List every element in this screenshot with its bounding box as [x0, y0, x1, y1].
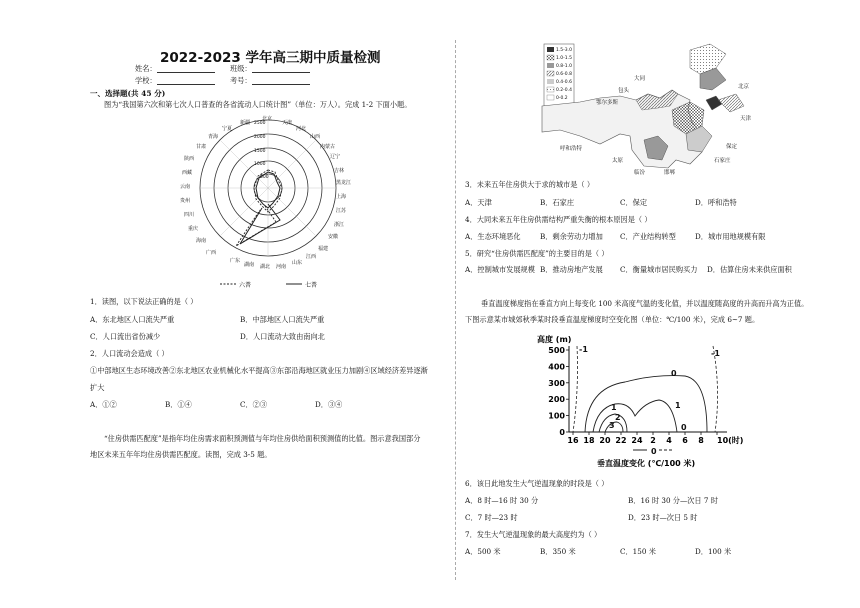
intro-q6-7-line1: 垂直温度梯度指在垂直方向上每变化 100 米高度气温的变化值，并以温度随高度的升高而升高为正值。: [481, 299, 809, 308]
q2-option-a[interactable]: A．①②: [90, 400, 117, 409]
radar-province-label: 湖北: [260, 264, 271, 270]
map-legend-label: 0.8-1.0: [556, 64, 572, 69]
radar-province-label: 广西: [206, 250, 217, 256]
q7-stem: 7．发生大气逆温现象的最大高度约为（ ）: [465, 530, 602, 539]
radar-province-label: 陕西: [184, 156, 195, 162]
y-tick-label: 500: [548, 346, 565, 355]
radar-province-label: 内蒙古: [320, 144, 336, 150]
q1-option-b[interactable]: B．中部地区人口流失严重: [240, 315, 325, 324]
radar-province-label: 新疆: [240, 120, 251, 126]
ring-label: 2500: [254, 121, 266, 126]
q3-stem: 3．未来五年住房供大于求的城市是（ ）: [465, 180, 595, 189]
legend-swatch: [547, 95, 554, 100]
q4-option-d[interactable]: D．城市用地规模有限: [695, 232, 766, 241]
x-tick-label: 4: [666, 436, 672, 445]
intro-q3-5-line2: 地区未来五年年均住房供需匹配度。读图，完成 3-5 题。: [90, 450, 272, 459]
contour-line: [573, 346, 578, 432]
x-tick-label: 10(时): [717, 436, 744, 445]
city-label: 北京: [738, 84, 750, 90]
legend-swatch: [547, 47, 554, 52]
region-shade: [690, 44, 726, 74]
map-legend-label: 0.6-0.8: [556, 72, 572, 77]
q4-stem: 4．大同未来五年住房供需结构严重失衡的根本原因是（ ）: [465, 215, 652, 224]
contour-label: 3: [609, 421, 615, 430]
radar-province-label: 福建: [318, 246, 329, 252]
radar-province-label: 天津: [282, 120, 293, 126]
x-tick-label: 22: [615, 436, 627, 445]
q5-option-b[interactable]: B．推动房地产发展: [540, 265, 603, 274]
radar-province-label: 河南: [276, 264, 287, 270]
radar-province-label: 黑龙江: [336, 180, 352, 186]
ring-label: 2000: [254, 135, 266, 140]
intro-q1-2: 图为“我国第六次和第七次人口普查的各省流动人口统计图”（单位：万人）。完成 1-2 下面小题。: [104, 100, 412, 109]
q6-option-b[interactable]: B．16 时 30 分—次日 7 时: [628, 496, 718, 505]
radar-province-label: 河北: [296, 126, 307, 132]
city-label: 大同: [634, 76, 646, 82]
radar-province-label: 北京: [262, 116, 273, 122]
q7-option-b[interactable]: B．350 米: [540, 547, 576, 556]
y-tick-label: 100: [548, 411, 565, 421]
q3-option-c[interactable]: C．保定: [620, 198, 648, 207]
legend-swatch: [547, 87, 554, 92]
q5-stem: 5．研究“住房供需匹配度”的主要目的是（ ）: [465, 249, 609, 258]
q5-option-c[interactable]: C．衡量城市居民购买力: [620, 265, 698, 274]
radar-province-label: 安徽: [328, 234, 339, 240]
city-label: 天津: [740, 116, 752, 122]
q1-option-d[interactable]: D．人口流动大致由南向北: [240, 332, 325, 341]
x-tick-label: 8: [698, 436, 704, 445]
y-tick-label: 300: [548, 378, 565, 388]
legend-swatch: [547, 55, 554, 60]
q6-option-d[interactable]: D．23 时—次日 5 时: [628, 513, 698, 522]
radar-province-label: 江西: [306, 254, 317, 260]
y-tick-label: 0: [559, 428, 565, 437]
radar-province-label: 湖南: [244, 262, 255, 268]
city-label: 石家庄: [714, 158, 731, 164]
contour-label: 2: [615, 413, 621, 422]
ring-label: 500: [260, 175, 269, 180]
class-field[interactable]: 班级：: [230, 65, 310, 73]
q3-option-b[interactable]: B．石家庄: [540, 198, 575, 207]
q3-option-a[interactable]: A．天津: [465, 198, 492, 207]
q3-option-d[interactable]: D．呼和浩特: [695, 198, 737, 207]
y-tick-label: 200: [548, 395, 565, 405]
radar-province-label: 上海: [336, 194, 347, 200]
contour-label: 0: [651, 447, 657, 456]
radar-province-label: 甘肃: [196, 144, 207, 150]
radar-province-label: 海南: [196, 238, 207, 244]
q2-option-b[interactable]: B．①④: [165, 400, 192, 409]
city-label: 包头: [618, 88, 630, 94]
chart-xlabel: 垂直温度变化 (℃/100 米): [597, 459, 696, 468]
q2-option-c[interactable]: C．②③: [240, 400, 268, 409]
ring-label: 1000: [254, 162, 266, 167]
radar-province-label: 西藏: [182, 170, 193, 176]
exam-title: 2022-2023 学年高三期中质量检测: [160, 50, 381, 66]
radar-province-label: 山西: [310, 134, 321, 140]
contour-label: 0: [671, 369, 677, 378]
q2-option-d[interactable]: D．③④: [315, 400, 343, 409]
q7-option-c[interactable]: C．150 米: [620, 547, 656, 556]
q1-option-c[interactable]: C．人口流出省份减少: [90, 332, 161, 341]
x-tick-label: 18: [583, 436, 595, 445]
legend-6th: 六普: [239, 282, 252, 289]
section-heading: 一、选择题(共 45 分): [90, 89, 166, 98]
contour-label: -1: [711, 349, 720, 358]
city-label: 临汾: [634, 170, 646, 175]
x-tick-label: 2: [650, 436, 656, 445]
radar-province-label: 重庆: [188, 226, 199, 232]
radar-province-label: 广东: [230, 258, 241, 264]
q6-option-a[interactable]: A．8 时—16 时 30 分: [465, 496, 539, 505]
temperature-gradient-chart: [535, 330, 755, 470]
x-tick-label: 6: [682, 436, 688, 445]
city-label: 太原: [612, 158, 624, 164]
contour-label: 1: [675, 401, 681, 410]
legend-swatch: [547, 63, 554, 68]
radar-province-label: 江苏: [336, 208, 347, 214]
intro-q3-5-line1: “住房供需匹配度”是指年均住房需求面积预测值与年均住房供给面积预测值的比值。图示意我国部分: [104, 434, 421, 443]
radar-province-label: 辽宁: [330, 154, 341, 160]
region-shade: [718, 94, 744, 112]
x-tick-label: 16: [567, 436, 579, 445]
region-shade: [706, 96, 722, 110]
exam-number-field[interactable]: 考号：: [230, 77, 310, 85]
contour-line: [713, 346, 718, 432]
ring-label: 1500: [254, 149, 266, 154]
q2-stem: 2．人口流动会造成（ ）: [90, 349, 169, 358]
radar-province-label: 云南: [180, 184, 191, 190]
city-label: 邯郸: [664, 170, 676, 175]
legend-7th: 七普: [305, 282, 318, 289]
name-field[interactable]: 姓名：: [135, 65, 215, 73]
q6-option-c[interactable]: C．7 时—23 时: [465, 513, 518, 522]
radar-province-label: 吉林: [334, 168, 345, 174]
x-tick-label: 24: [631, 436, 643, 445]
contour-label: 1: [611, 403, 617, 412]
q1-option-a[interactable]: A．东北地区人口流失严重: [90, 315, 175, 324]
radar-province-label: 四川: [184, 212, 195, 218]
q5-option-d[interactable]: D．估算住房未来供应面积: [707, 265, 792, 274]
city-label: 呼和浩特: [560, 146, 583, 152]
chart-ylabel: 高度 (m): [537, 335, 572, 344]
q4-option-c[interactable]: C．产业结构转型: [620, 232, 676, 241]
map-legend-label: 1.0-1.5: [556, 56, 572, 61]
radar-province-label: 宁夏: [222, 126, 233, 132]
q4-option-a[interactable]: A．生态环境恶化: [465, 232, 521, 241]
y-tick-label: 400: [548, 362, 565, 372]
contour-line: [585, 376, 707, 432]
map-legend-label: 0-0.2: [556, 96, 568, 101]
q7-option-d[interactable]: D．100 米: [695, 547, 732, 556]
legend-swatch: [547, 71, 554, 76]
q5-option-a[interactable]: A．控制城市发展规模: [465, 265, 535, 274]
radar-province-label: 浙江: [334, 222, 345, 228]
housing-map: [540, 40, 780, 175]
map-legend-label: 1.5-3.0: [556, 48, 572, 53]
contour-label: 0: [681, 423, 687, 432]
q2-options-line1: ①中部地区生态环境改善②东北地区农业机械化水平提高③东部沿海地区就业压力加剧④区域经济差异逐渐: [90, 366, 428, 375]
radar-province-label: 青海: [208, 134, 219, 140]
x-tick-label: 20: [599, 436, 611, 445]
column-divider: [455, 40, 456, 580]
q1-stem: 1．读图，以下说法正确的是（ ）: [90, 297, 198, 306]
q7-option-a[interactable]: A．500 米: [465, 547, 501, 556]
school-field[interactable]: 学校：: [135, 77, 215, 85]
city-label: 保定: [726, 144, 738, 150]
radar-chart: [170, 112, 370, 292]
map-legend-label: 0.2-0.4: [556, 88, 572, 93]
q6-stem: 6．该日此地发生大气逆温现象的时段是（ ）: [465, 479, 609, 488]
radar-province-label: 贵州: [180, 198, 191, 204]
intro-q6-7-line2: 下图示意某市城郊秋季某时段垂直温度梯度时空变化图（单位：℃/100 米），完成 6~7 题。: [465, 315, 760, 324]
city-label: 鄂尔多斯: [596, 100, 619, 106]
contour-label: -1: [579, 345, 588, 354]
legend-swatch: [547, 79, 554, 84]
q4-option-b[interactable]: B．剩余劳动力增加: [540, 232, 603, 241]
radar-province-label: 山东: [292, 260, 303, 266]
contour-line: [593, 400, 677, 432]
q2-options-line2: 扩大: [90, 383, 105, 392]
map-legend-label: 0.4-0.6: [556, 80, 572, 85]
